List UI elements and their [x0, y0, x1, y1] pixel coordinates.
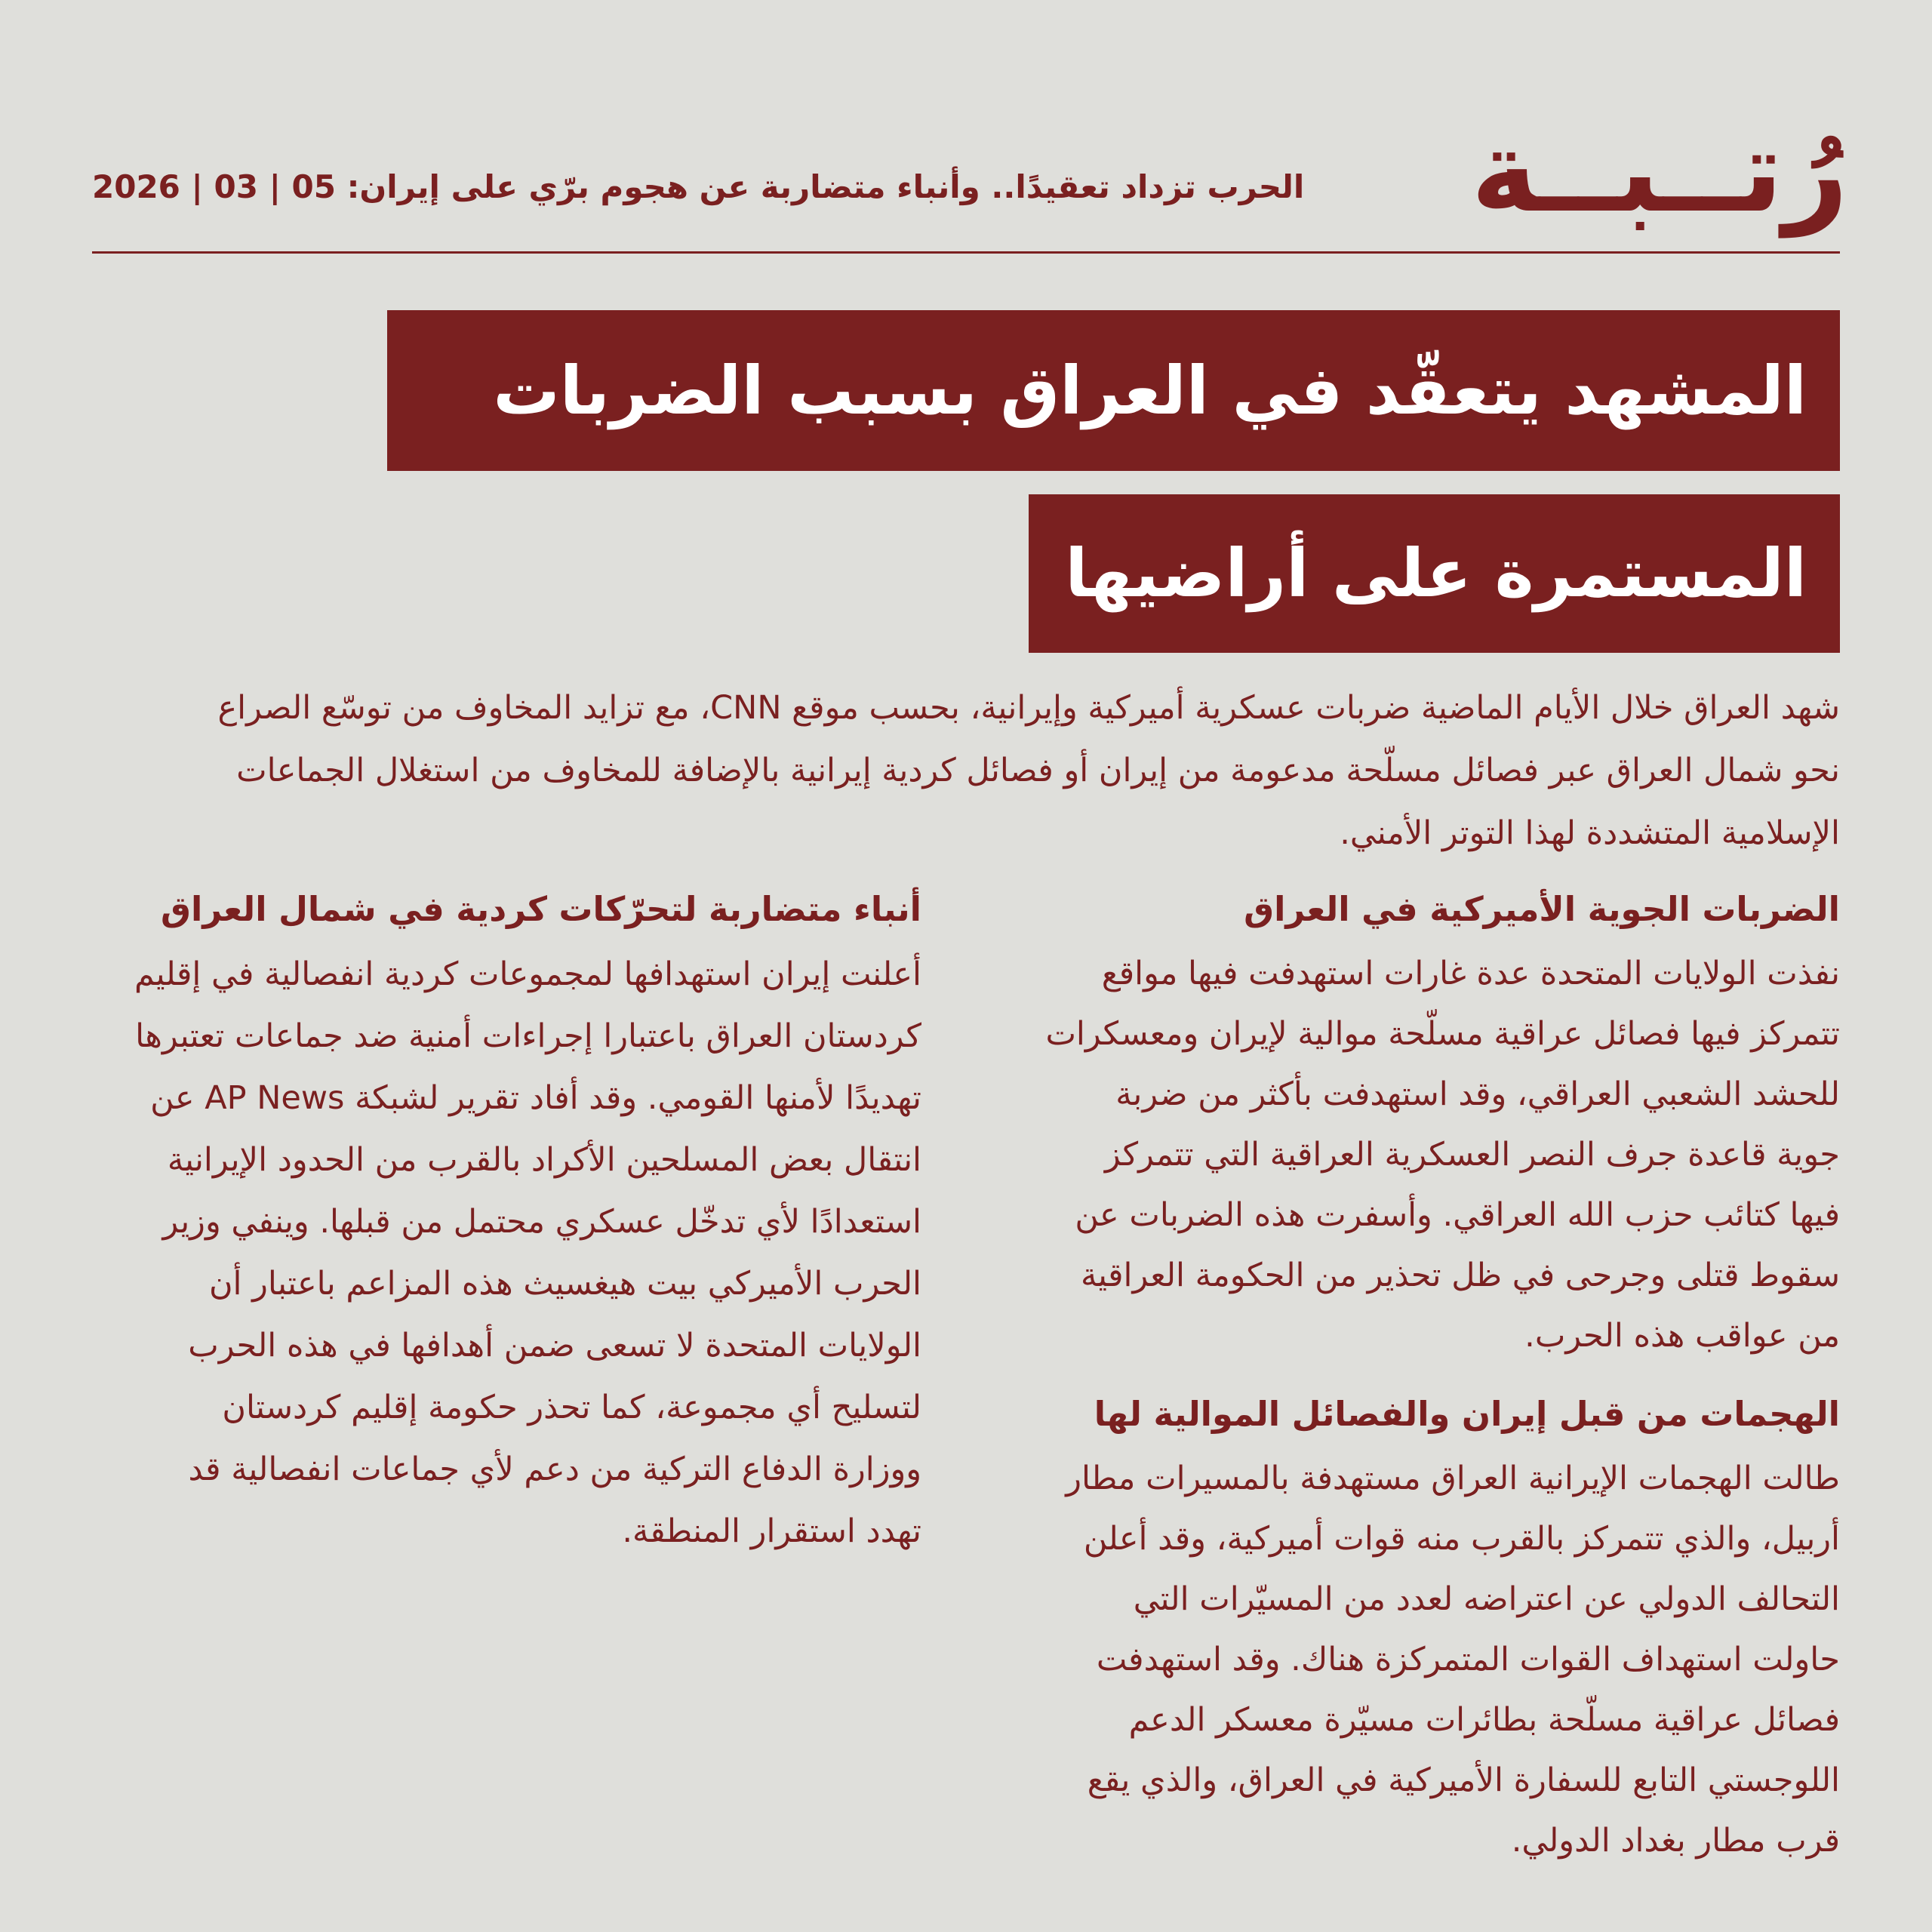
- section-body: [86, 943, 921, 1562]
- kicker-dateline: الحرب تزداد تعقيدًا.. وأنباء متضاربة عن هجوم برّي على إيران: 05 | 03 | 2026: [92, 168, 1305, 205]
- headline-line-1: المشهد يتعقّد في العراق بسبب الضربات: [387, 310, 1840, 471]
- body-line: سقوط قتلى وجرحى في ظل تحذير من الحكومة العراقية: [1080, 1257, 1840, 1294]
- body-line: نفذت الولايات المتحدة عدة غارات استهدفت فيها مواقع: [1101, 955, 1840, 992]
- body-line: التحالف الدولي عن اعتراضه لعدد من المسيّرات التي: [1133, 1580, 1840, 1618]
- body-line: جوية قاعدة جرف النصر العسكرية العراقية التي تتمركز: [1104, 1136, 1840, 1174]
- body-line: الولايات المتحدة لا تسعى ضمن أهدافها في هذه الحرب: [188, 1327, 921, 1364]
- body-line: الحرب الأميركي بيت هيغسيث هذه المزاعم باعتبار أن: [208, 1265, 921, 1303]
- body-line: تهدد استقرار المنطقة.: [622, 1512, 921, 1550]
- intro-line: الإسلامية المتشددة لهذا التوتر الأمني.: [1340, 814, 1840, 852]
- brand-logo: رُتــبــة: [1471, 106, 1848, 238]
- section-iran-attacks: [1034, 1384, 1840, 1871]
- section-title: أنباء متضاربة لتحرّكات كردية في شمال العراق: [161, 889, 921, 929]
- body-line: طالت الهجمات الإيرانية العراق مستهدفة بالمسيرات مطار: [1066, 1460, 1840, 1497]
- body-line: من عواقب هذه الحرب.: [1524, 1317, 1840, 1355]
- body-line: حاولت استهداف القوات المتمركزة هناك. وقد استهدفت: [1096, 1641, 1840, 1678]
- headline: [387, 310, 1840, 653]
- intro-line: نحو شمال العراق عبر فصائل مسلّحة مدعومة من إيران أو فصائل كردية إيرانية بالإضافة للمخاوف من استغلال الجماعات: [236, 752, 1840, 789]
- body-line: ووزارة الدفاع التركية من دعم لأي جماعات انفصالية قد: [188, 1451, 921, 1488]
- header-divider: [92, 251, 1840, 254]
- body-line: قرب مطار بغداد الدولي.: [1511, 1822, 1840, 1860]
- body-line: اللوجستي التابع للسفارة الأميركية في العراق، والذي يقع: [1087, 1761, 1840, 1799]
- section-body: [1034, 1448, 1840, 1871]
- section-us-airstrikes: [1034, 879, 1840, 1366]
- body-line: كردستان العراق باعتبارا إجراءات أمنية ضد جماعات تعتبرها: [135, 1017, 921, 1055]
- kicker-container: [92, 165, 1390, 210]
- body-line: لتسليح أي مجموعة، كما تحذر حكومة إقليم كردستان: [222, 1389, 921, 1426]
- intro-paragraph: [92, 677, 1840, 865]
- left-column: [86, 879, 921, 1562]
- body-line: للحشد الشعبي العراقي، وقد استهدفت بأكثر من ضربة: [1115, 1075, 1840, 1113]
- right-column: [1034, 879, 1840, 1871]
- body-line: تتمركز فيها فصائل عراقية مسلّحة موالية لإيران ومعسكرات: [1045, 1015, 1840, 1053]
- body-line: تهديدًا لأمنها القومي. وقد أفاد تقرير لشبكة AP News عن: [150, 1079, 921, 1117]
- body-line: فصائل عراقية مسلّحة بطائرات مسيّرة معسكر الدعم: [1128, 1701, 1840, 1739]
- body-line: استعدادًا لأي تدخّل عسكري محتمل من قبلها. وينفي وزير: [162, 1203, 921, 1241]
- body-line: أربيل، والذي تتمركز بالقرب منه قوات أميركية، وقد أعلن: [1083, 1520, 1840, 1558]
- body-line: انتقال بعض المسلحين الأكراد بالقرب من الحدود الإيرانية: [167, 1141, 921, 1179]
- headline-line-2: المستمرة على أراضيها: [1029, 494, 1840, 653]
- body-line: أعلنت إيران استهدافها لمجموعات كردية انفصالية في إقليم: [134, 955, 921, 993]
- section-title: الضربات الجوية الأميركية في العراق: [1244, 889, 1840, 929]
- section-body: [1034, 943, 1840, 1366]
- section-kurdish-movements: [86, 879, 921, 1562]
- intro-line: شهد العراق خلال الأيام الماضية ضربات عسكرية أميركية وإيرانية، بحسب موقع CNN، مع تزايد المخاوف من توسّع الصراع: [217, 689, 1840, 727]
- section-title: الهجمات من قبل إيران والفصائل الموالية لها: [1094, 1394, 1840, 1434]
- body-line: فيها كتائب حزب الله العراقي. وأسفرت هذه الضربات عن: [1075, 1196, 1840, 1234]
